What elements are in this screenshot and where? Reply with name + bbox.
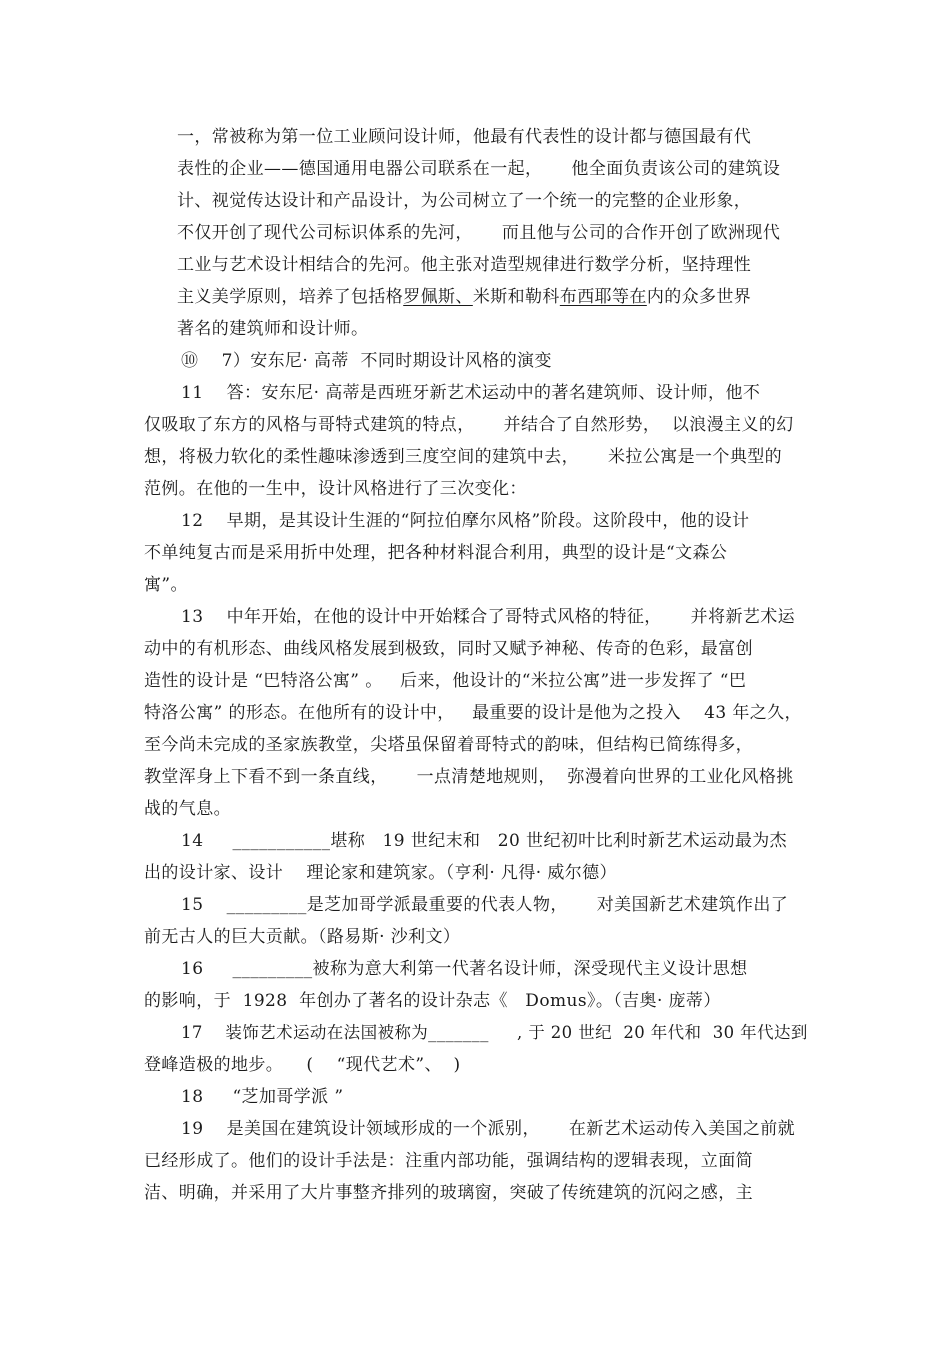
text-line: 不单纯复古而是采用折中处理，把各种材料混合利用，典型的设计是“文森公 (144, 543, 728, 563)
text-line: 的影响，于 1928 年创办了著名的设计杂志《 Domus》。（吉奥· 庞蒂） (144, 991, 721, 1011)
text-line: 16 _________被称为意大利第一代著名设计师，深受现代主义设计思想 (181, 959, 748, 979)
text-line: 一，常被称为第一位工业顾问设计师，他最有代表性的设计都与德国最有代 (177, 127, 752, 147)
text-line: 15 _________是芝加哥学派最重要的代表人物， 对美国新艺术建筑作出了 (181, 895, 789, 915)
text-line: 著名的建筑师和设计师。 (177, 319, 369, 339)
text-segment: 米斯和勒科 (472, 287, 560, 307)
text-line: 教堂浑身上下看不到一条直线， 一点清楚地规则， 弥漫着向世界的工业化风格挑 (144, 767, 794, 787)
text-line: 13 中年开始，在他的设计中开始糅合了哥特式风格的特征， 并将新艺术运 (181, 607, 796, 627)
underlined-name: 罗佩斯、 (403, 287, 473, 307)
text-line: 范例。在他的一生中，设计风格进行了三次变化： (144, 479, 527, 499)
text-line: 不仅开创了现代公司标识体系的先河， 而且他与公司的合作开创了欧洲现代 (177, 223, 781, 243)
text-line: 特洛公寓” 的形态。在他所有的设计中， 最重要的设计是他为之投入 43 年之久， (144, 703, 802, 723)
text-line: 寓”。 (144, 575, 188, 595)
text-line: 至今尚未完成的圣家族教堂，尖塔虽保留着哥特式的韵味，但结构已简练得多， (144, 735, 753, 755)
text-segment: 内的众多世界 (646, 287, 752, 307)
text-line: 计、视觉传达设计和产品设计，为公司树立了一个统一的完整的企业形象， (177, 191, 752, 211)
text-line: 想，将极力软化的柔性趣味渗透到三度空间的建筑中去， 米拉公寓是一个典型的 (144, 447, 783, 467)
section-heading: ⑩ 7）安东尼· 高蒂 不同时期设计风格的演变 (181, 351, 552, 371)
underlined-name: 布西耶等在 (559, 287, 647, 307)
text-line: 12 早期，是其设计生涯的“阿拉伯摩尔风格”阶段。这阶段中，他的设计 (181, 511, 750, 531)
text-line: 18 “芝加哥学派 ” (181, 1087, 344, 1107)
text-line: 工业与艺术设计相结合的先河。他主张对造型规律进行数学分析，坚持理性 (177, 255, 752, 275)
text-line: 表性的企业——德国通用电器公司联系在一起， 他全面负责该公司的建筑设 (177, 159, 781, 179)
text-line: 登峰造极的地步。 ( “现代艺术”、 ) (144, 1055, 461, 1075)
text-line: 14 ___________堪称 19 世纪末和 20 世纪初叶比利时新艺术运动最为杰 (181, 831, 788, 851)
text-line: 出的设计家、设计 理论家和建筑家。（亨利· 凡得· 威尔德） (144, 863, 617, 883)
text-line: 17 装饰艺术运动在法国被称为_______ , 于 20 世纪 20 年代和 30 年代达到 (181, 1023, 808, 1042)
text-line: 动中的有机形态、曲线风格发展到极致，同时又赋予神秘、传奇的色彩，最富创 (144, 639, 753, 659)
text-line: 前无古人的巨大贡献。（路易斯· 沙利文） (144, 927, 461, 947)
text-line: 洁、明确，并采用了大片事整齐排列的玻璃窗，突破了传统建筑的沉闷之感，主 (144, 1183, 753, 1203)
text-line-underlined-names (177, 286, 751, 308)
text-line: 造性的设计是 “巴特洛公寓” 。 后来，他设计的“米拉公寓”进一步发挥了 “巴 (144, 671, 747, 691)
text-line: 11 答：安东尼· 高蒂是西班牙新艺术运动中的著名建筑师、设计师，他不 (181, 383, 761, 403)
text-segment: 主义美学原则，培养了包括格 (177, 287, 404, 307)
text-line: 仅吸取了东方的风格与哥特式建筑的特点， 并结合了自然形势， 以浪漫主义的幻 (144, 415, 794, 435)
text-line: 19 是美国在建筑设计领域形成的一个派别， 在新艺术运动传入美国之前就 (181, 1119, 796, 1139)
text-line: 战的气息。 (144, 799, 231, 819)
text-line: 已经形成了。他们的设计手法是：注重内部功能，强调结构的逻辑表现，立面简 (144, 1151, 753, 1171)
